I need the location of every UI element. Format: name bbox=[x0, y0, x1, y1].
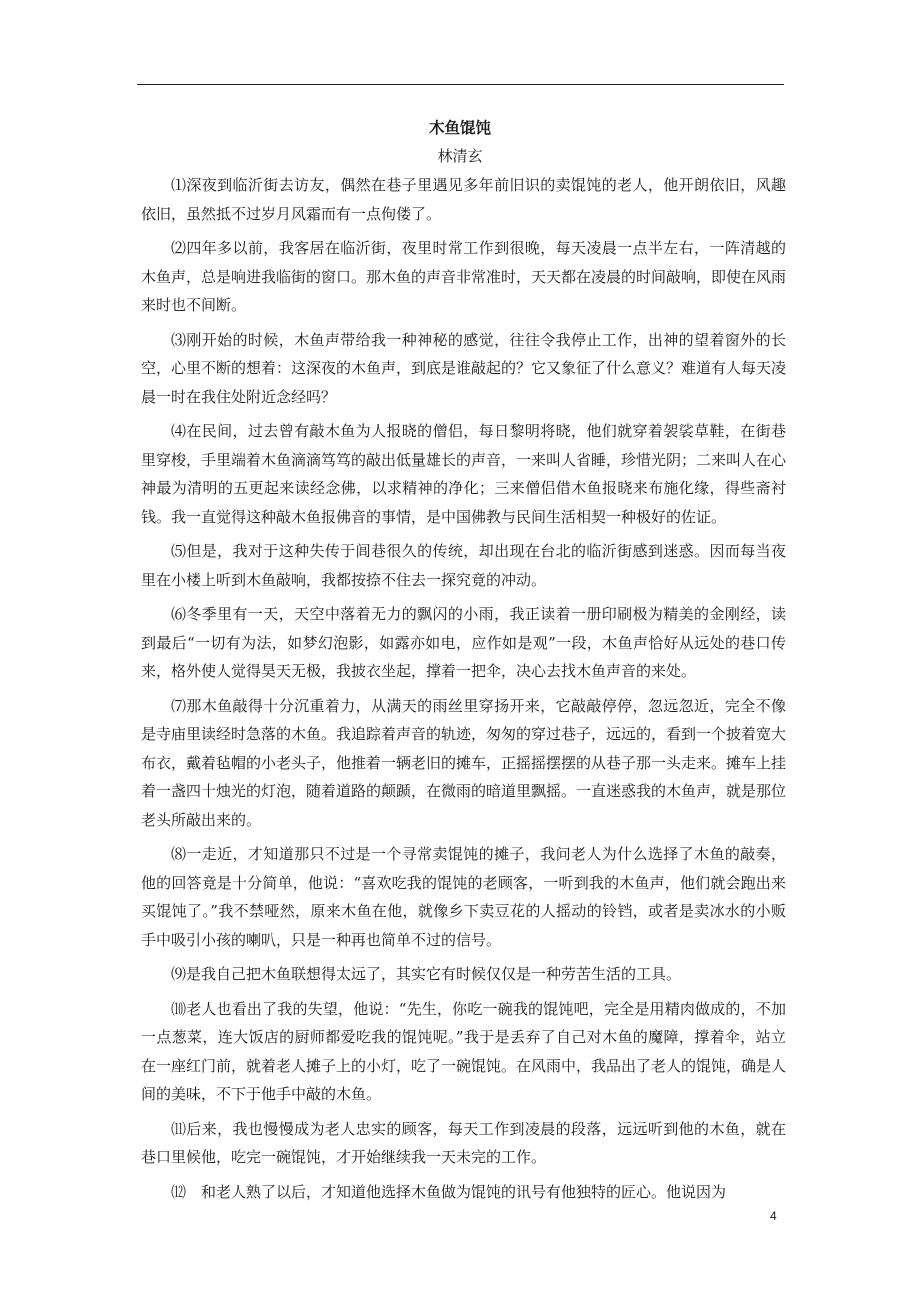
paragraph bbox=[141, 1115, 786, 1172]
paragraph bbox=[141, 600, 786, 686]
paragraph-number: ⑸ bbox=[171, 542, 187, 560]
article-body bbox=[141, 171, 786, 1212]
paragraph-text: 在民间，过去曾有敲木鱼为人报晓的僧侣，每日黎明将晓，他们就穿着袈裟草鞋，在街巷里穿梭，手里端着木鱼滴滴笃笃的敲出低量雄长的声音，一来叫人省睡，珍惜光阴；二来叫人在心神最为清明的五更起来读经念佛，以求精神的净化；三来僧侣借木鱼报晓来布施化缘，得些斋衬钱。我一直觉得这种敲木鱼报佛音的事情，是中国佛教与民间生活相契一种极好的佐证。 bbox=[141, 422, 787, 526]
paragraph-text: 刚开始的时候，木鱼声带给我一种神秘的感觉，往往令我停止工作，出神的望着窗外的长空，心里不断的想着：这深夜的木鱼声，到底是谁敲起的？它又象征了什么意义？难道有人每天凌晨一时在我住处附近念经吗？ bbox=[141, 330, 787, 406]
paragraph bbox=[141, 171, 786, 228]
paragraph-number: ⑶ bbox=[171, 330, 187, 349]
paragraph bbox=[141, 1178, 786, 1207]
paragraph bbox=[141, 960, 786, 989]
paragraph-number: ⑿ bbox=[171, 1182, 187, 1201]
paragraph bbox=[141, 995, 786, 1109]
paragraph-text: 冬季里有一天，天空中落着无力的飘闪的小雨，我正读着一册印刷极为精美的金刚经，读到最后“一切有为法，如梦幻泡影，如露亦如电，应作如是观”一段，木鱼声恰好从远处的巷口传来，格外使人觉得昊天无极，我披衣坐起，撑着一把伞，决心去找木鱼声音的来处。 bbox=[141, 605, 786, 680]
paragraph-text: 一走近，才知道那只不过是一个寻常卖馄饨的摊子，我问老人为什么选择了木鱼的敲奏，他的回答竟是十分简单，他说：“喜欢吃我的馄饨的老顾客，一听到我的木鱼声，他们就会跑出来买馄饨了。”我不禁哑然，原来木鱼在他，就像乡下卖豆花的人摇动的铃铛，或者是卖冰水的小贩手中吸引小孩的喇叭，只是一种再也简单不过的信号。 bbox=[141, 845, 786, 949]
paragraph-number: ⑾ bbox=[171, 1119, 187, 1138]
paragraph-text: 后来，我也慢慢成为老人忠实的顾客，每天工作到凌晨的段落，远远听到他的木鱼，就在巷口里候他，吃完一碗馄饨，才开始继续我一天未完的工作。 bbox=[141, 1119, 786, 1166]
paragraph-text: 四年多以前，我客居在临沂街，夜里时常工作到很晚，每天凌晨一点半左右，一阵清越的木鱼声，总是响进我临街的窗口。那木鱼的声音非常准时，天天都在凌晨的时间敲响，即使在风雨来时也不间断。 bbox=[141, 239, 787, 314]
paragraph-text: 老人也看出了我的失望，他说：“先生，你吃一碗我的馄饨吧，完全是用精肉做成的，不加一点葱菜，连大饭店的厨师都爱吃我的馄饨呢。”我于是丢弃了自己对木鱼的魔障，撑着伞，站立在一座红门前，就着老人摊子上的小灯，吃了一碗馄饨。在风雨中，我品出了老人的馄饨，确是人间的美味，不下于他手中敲的木鱼。 bbox=[141, 999, 787, 1103]
page-number: 4 bbox=[770, 1209, 777, 1223]
article-author: 林清玄 bbox=[437, 147, 483, 165]
paragraph bbox=[141, 537, 786, 594]
paragraph bbox=[141, 234, 786, 320]
paragraph-number: ⑵ bbox=[171, 239, 187, 257]
paragraph-number: ⑷ bbox=[171, 422, 187, 440]
paragraph bbox=[141, 692, 786, 835]
paragraph-number: ⑼ bbox=[171, 965, 187, 983]
paragraph-number: ⑽ bbox=[171, 999, 187, 1018]
paragraph bbox=[141, 840, 786, 954]
paragraph bbox=[141, 326, 786, 412]
paragraph-number: ⑹ bbox=[171, 605, 187, 623]
paragraph-text: 那木鱼敲得十分沉重着力，从满天的雨丝里穿扬开来，它敲敲停停，忽远忽近，完全不像是寺庙里读经时急落的木鱼。我追踪着声音的轨迹，匆匆的穿过巷子，远远的，看到一个披着宽大布衣，戴着毡帽的小老头子，他推着一辆老旧的摊车，正摇摇摆摆的从巷子那一头走来。摊车上挂着一盏四十烛光的灯泡，随着道路的颠踬，在微雨的暗道里飘摇。一直迷惑我的木鱼声，就是那位老头所敲出来的。 bbox=[141, 696, 787, 829]
header-rule bbox=[137, 84, 784, 85]
paragraph-number: ⑻ bbox=[171, 845, 187, 863]
paragraph-text: 深夜到临沂街去访友，偶然在巷子里遇见多年前旧识的卖馄饨的老人，他开朗依旧，风趣依旧，虽然抵不过岁月风霜而有一点佝偻了。 bbox=[141, 176, 786, 223]
paragraph-text: 是我自己把木鱼联想得太远了，其实它有时候仅仅是一种劳苦生活的工具。 bbox=[186, 965, 682, 983]
paragraph-text: 但是，我对于这种失传于闾巷很久的传统，却出现在台北的临沂街感到迷惑。因而每当夜里在小楼上听到木鱼敲响，我都按捺不住去一探究竟的冲动。 bbox=[141, 542, 786, 589]
paragraph bbox=[141, 417, 786, 531]
paragraph-number: ⑺ bbox=[171, 696, 187, 715]
paragraph-number: ⑴ bbox=[171, 176, 187, 194]
article-title: 木鱼馄饨 bbox=[428, 119, 491, 137]
paragraph-text: 和老人熟了以后，才知道他选择木鱼做为馄饨的讯号有他独特的匠心。他说因为 bbox=[186, 1182, 727, 1201]
